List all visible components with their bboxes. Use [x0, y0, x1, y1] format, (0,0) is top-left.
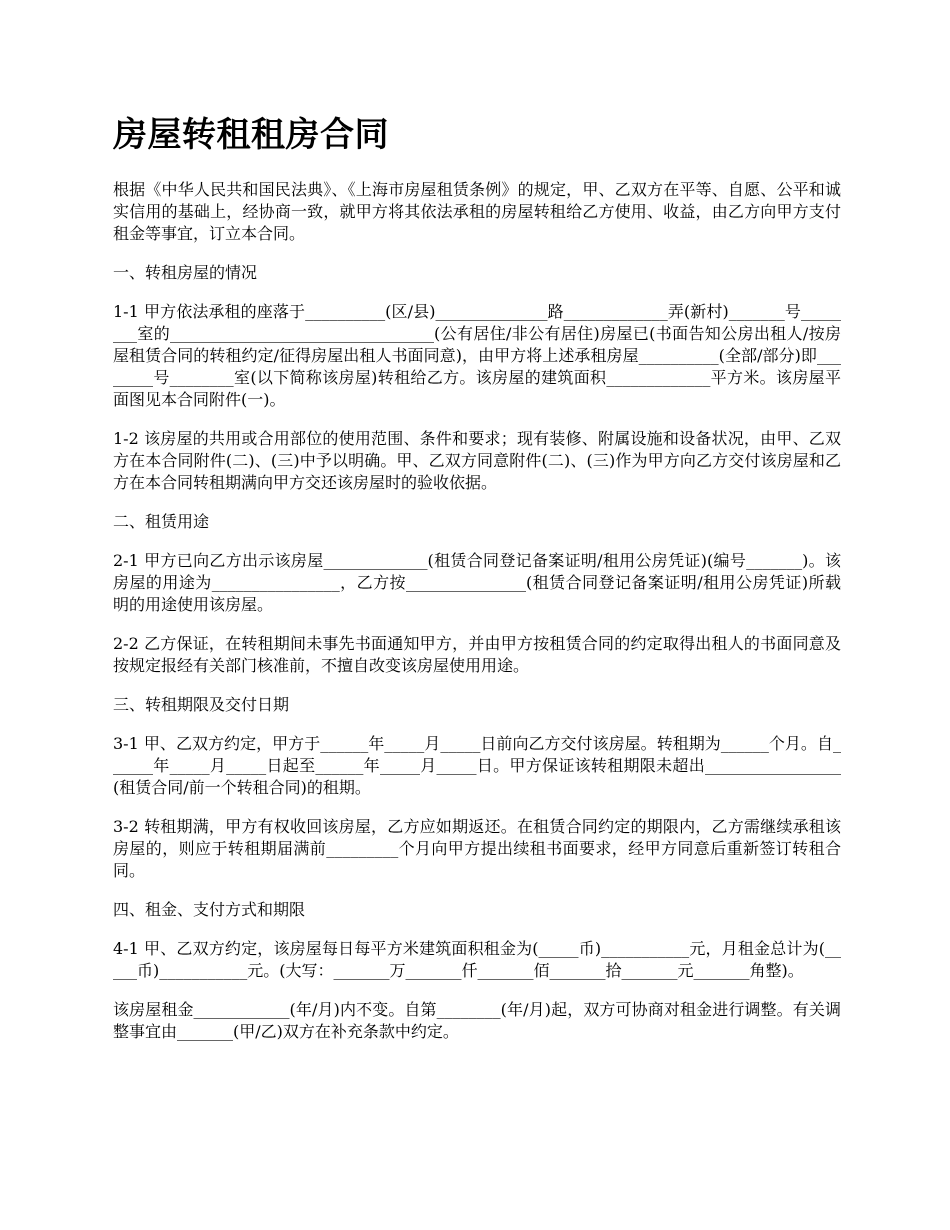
- clause-1-2: 1-2 该房屋的共用或合用部位的使用范围、条件和要求；现有装修、附属设施和设备状况，由甲、乙双方在本合同附件(二)、(三)中予以明确。甲、乙双方同意附件(二)、(三)作为甲方向乙方交付该房屋和乙方在本合同转租期满向甲方交还该房屋时的验收依据。: [113, 429, 841, 492]
- clause-3-1: 3-1 甲、乙双方约定，甲方于______年_____月_____日前向乙方交付该房屋。转租期为______个月。自______年_____月_____日起至______年_____月_____日。甲方保证该转租期限未超出_________________(租赁合同/前一个转租合同)的租期。: [113, 734, 841, 797]
- clause-4-1: 4-1 甲、乙双方约定，该房屋每日每平方米建筑面积租金为(_____币)___________元，月租金总计为(_____币)___________元。(大写：_______万_______仟_______佰_______拾_______元_______角整)。: [113, 939, 841, 980]
- intro-paragraph: 根据《中华人民共和国民法典》、《上海市房屋租赁条例》的规定，甲、乙双方在平等、自愿、公平和诚实信用的基础上，经协商一致，就甲方将其依法承租的房屋转租给乙方使用、收益，由乙方向甲方支付租金等事宜，订立本合同。: [113, 180, 841, 243]
- section-heading-4: 四、租金、支付方式和期限: [113, 900, 306, 919]
- clause-2-1: 2-1 甲方已向乙方出示该房屋_____________(租赁合同登记备案证明/租用公房凭证)(编号_______)。该房屋的用途为________________，乙方按_______________(租赁合同登记备案证明/租用公房凭证)所载明的用途使用该房屋。: [113, 551, 841, 614]
- document-title: 房屋转租租房合同: [113, 115, 389, 155]
- section-heading-1: 一、转租房屋的情况: [113, 263, 258, 282]
- clause-4-1-rent-adjustment: 该房屋租金____________(年/月)内不变。自第________(年/月)起，双方可协商对租金进行调整。有关调整事宜由_______(甲/乙)双方在补充条款中约定。: [113, 1000, 841, 1041]
- clause-3-2: 3-2 转租期满，甲方有权收回该房屋，乙方应如期返还。在租赁合同约定的期限内，乙方需继续承租该房屋的，则应于转租期届满前_________个月向甲方提出续租书面要求，经甲方同意后重新签订转租合同。: [113, 817, 841, 880]
- section-heading-3: 三、转租期限及交付日期: [113, 695, 290, 714]
- clause-1-1: 1-1 甲方依法承租的座落于__________(区/县)______________路_____________弄(新村)_______号________室的_________________________________(公有居住/非公有居住)房屋已(书面告知公房出租人/按房屋租赁合同的转租约定/征得房屋出租人书面同意)，由甲方将上述承租房屋__________(全部/部分)即________号________室(以下简称该房屋)转租给乙方。该房屋的建筑面积_____________平方米。该房屋平面图见本合同附件(一)。: [113, 302, 841, 409]
- document-body: [113, 179, 841, 1043]
- clause-2-2: 2-2 乙方保证，在转租期间未事先书面通知甲方，并由甲方按租赁合同的约定取得出租人的书面同意及按规定报经有关部门核准前，不擅自改变该房屋使用用途。: [113, 634, 841, 675]
- section-heading-2: 二、租赁用途: [113, 512, 210, 531]
- document-page: [113, 0, 841, 1060]
